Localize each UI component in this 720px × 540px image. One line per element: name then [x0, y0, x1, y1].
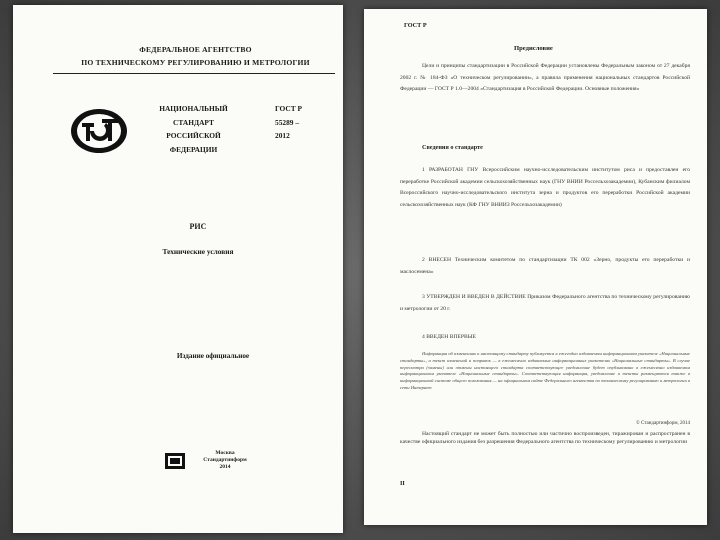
- gost-number: 55289 –: [275, 118, 300, 127]
- notice-text: Информация об изменениях к настоящему стандарту публикуется в ежегодно издаваемом информационном указателе «Национальные стандарты», а текст изменений и поправок — в ежемесячно издаваемых информационных указателях «Национальные стандарты». В случае пересмотра (замены) или отмены настоящего стандарта соответствующее уведомление будет опубликовано в ежемесячно издаваемом информационном указателе «Национальные стандарты». Соответствующая информация, уведомление и тексты размещаются также в информационной системе общего пользования — на официальном сайте Федерального агентства по техническому регулированию и метрологии в сети Интернет: [400, 351, 690, 390]
- gost-label: ГОСТ Р: [275, 104, 302, 113]
- standard-line-4: ФЕДЕРАЦИИ: [169, 145, 218, 154]
- header-rule: [53, 73, 335, 74]
- standard-line-3: РОССИЙСКОЙ: [166, 131, 221, 140]
- page-number: II: [400, 480, 405, 487]
- publisher-city: Москва: [215, 450, 235, 456]
- standard-line-2: СТАНДАРТ: [173, 118, 214, 127]
- preface-text: Цели и принципы стандартизации в Российской Федерации установлены Федеральным законом от 27 декабря 2002 г. № 184-ФЗ «О техническом регулировании», а правила применения национальных стандартов Российской Федерации — ГОСТ Р 1.0—2004 «Стандартизация в Российской Федерации. Основные положения»: [400, 63, 690, 92]
- page-header: ГОСТ Р: [404, 22, 427, 29]
- rights-text: Настоящий стандарт не может быть полностью или частично воспроизведен, тиражирован и распространен в качестве официального издания без разрешения Федерального агентства по техническому регулированию и метрологии: [400, 431, 690, 446]
- gost-r-logo-icon: [68, 105, 130, 157]
- publisher-name: Стандартинформ: [203, 457, 247, 463]
- preface-page: [364, 9, 707, 525]
- document-title: РИС: [189, 222, 207, 231]
- document-subtitle: Технические условия: [162, 247, 234, 256]
- info-item-4: 4 ВВЕДЕН ВПЕРВЫЕ: [422, 334, 477, 340]
- info-item-1: 1 РАЗРАБОТАН ГНУ Всероссийским научно-исследовательским институтом риса и предоставлен его переработке Российской академии сельскохозяйственных наук (ГНУ ВНИИ Россельхозакадемии), Кубанским филиалом Всероссийского научно-исследовательского института зерна и продуктов его переработки Российской академии сельскохозяйственных наук (КФ ГНУ ВНИИЗ Россельхозакадемии): [400, 167, 690, 208]
- title-page: [13, 5, 343, 533]
- gost-year: 2012: [275, 131, 290, 140]
- standard-line-1: НАЦИОНАЛЬНЫЙ: [159, 104, 228, 113]
- info-title: Сведения о стандарте: [422, 144, 483, 151]
- copyright: © Стандартинформ, 2014: [635, 421, 690, 426]
- agency-line-1: ФЕДЕРАЛЬНОЕ АГЕНТСТВО: [139, 45, 252, 54]
- edition-label: Издание официальное: [176, 352, 250, 360]
- agency-line-2: ПО ТЕХНИЧЕСКОМУ РЕГУЛИРОВАНИЮ И МЕТРОЛОГИИ: [81, 58, 310, 67]
- publisher-year: 2014: [219, 464, 231, 470]
- preface-title: Предисловие: [514, 45, 553, 52]
- info-item-3: 3 УТВЕРЖДЕН И ВВЕДЕН В ДЕЙСТВИЕ Приказом Федерального агентства по техническому регулированию и метрологии от 20 г.: [400, 294, 690, 312]
- info-item-2: 2 ВНЕСЕН Техническим комитетом по стандартизации ТК 002 «Зерно, продукты его переработки и маслосемена»: [400, 257, 690, 275]
- publisher-logo-icon: [165, 453, 185, 469]
